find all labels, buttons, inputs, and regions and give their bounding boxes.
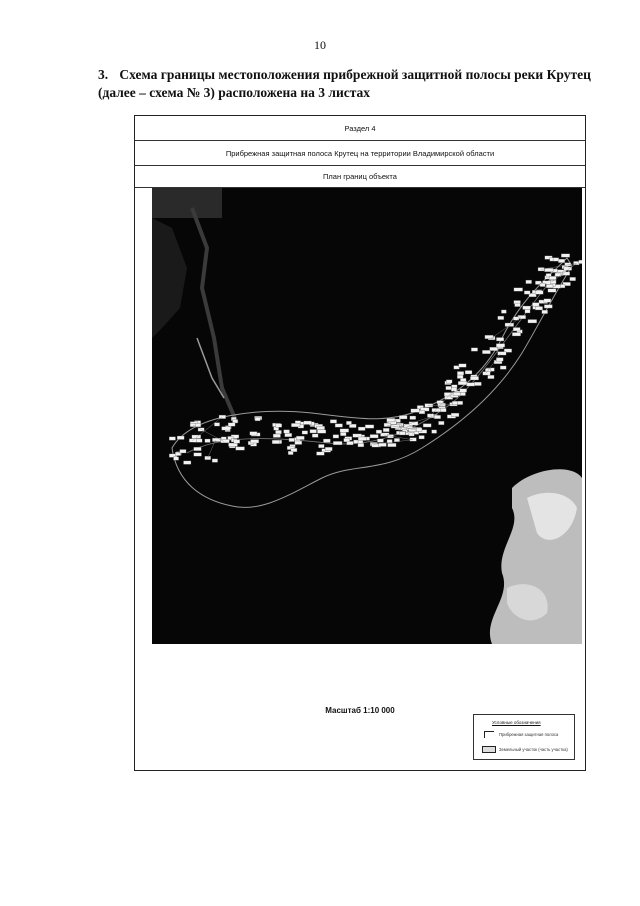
point-label bbox=[411, 409, 420, 413]
point-label bbox=[419, 436, 425, 440]
point-label bbox=[377, 439, 383, 443]
point-label bbox=[452, 401, 457, 405]
point-label bbox=[285, 433, 292, 437]
point-label bbox=[194, 447, 202, 451]
point-label bbox=[399, 432, 405, 436]
point-label bbox=[471, 348, 477, 352]
point-label bbox=[544, 305, 552, 309]
point-label bbox=[544, 299, 551, 303]
point-label bbox=[229, 443, 238, 447]
terrain-bottom-right bbox=[490, 469, 582, 644]
point-label bbox=[488, 375, 494, 379]
page-number: 10 bbox=[314, 38, 326, 52]
point-label bbox=[376, 430, 382, 434]
point-label bbox=[358, 437, 366, 441]
point-label bbox=[228, 423, 235, 427]
point-label bbox=[325, 447, 332, 451]
point-label bbox=[501, 310, 506, 314]
point-label bbox=[344, 438, 350, 442]
point-label bbox=[459, 364, 467, 368]
point-label bbox=[399, 416, 407, 420]
boundary-point-labels bbox=[169, 254, 582, 465]
point-label bbox=[458, 381, 467, 385]
point-label bbox=[194, 453, 202, 457]
point-label bbox=[295, 441, 302, 445]
intro-text: Схема границы местоположения прибрежной защитной полосы реки Крутец (далее – схема № 3) расположена на 3 листах bbox=[98, 67, 591, 100]
point-label bbox=[284, 430, 290, 434]
point-label bbox=[561, 254, 569, 257]
point-label bbox=[177, 436, 184, 440]
protective-strip bbox=[172, 258, 572, 507]
legend-item bbox=[482, 729, 558, 739]
point-label bbox=[276, 424, 282, 428]
point-label bbox=[174, 457, 179, 461]
point-label bbox=[388, 443, 397, 447]
point-label bbox=[500, 366, 506, 370]
point-label bbox=[250, 432, 257, 436]
point-label bbox=[498, 352, 507, 356]
point-label bbox=[276, 430, 282, 434]
point-label bbox=[346, 421, 351, 425]
point-label bbox=[317, 430, 326, 434]
point-label bbox=[317, 426, 325, 430]
point-label bbox=[221, 439, 230, 443]
point-label bbox=[553, 258, 559, 262]
point-label bbox=[387, 418, 395, 422]
point-label bbox=[296, 436, 304, 440]
point-label bbox=[180, 450, 186, 454]
point-label bbox=[291, 448, 297, 452]
point-label bbox=[330, 420, 336, 424]
point-label bbox=[365, 425, 374, 429]
point-label bbox=[169, 437, 175, 441]
point-label bbox=[460, 392, 465, 396]
satellite-map bbox=[152, 188, 582, 644]
point-label bbox=[540, 283, 545, 287]
point-label bbox=[451, 388, 457, 392]
point-label bbox=[555, 273, 561, 277]
section-header: Раздел 4 bbox=[135, 116, 585, 141]
point-label bbox=[358, 427, 365, 431]
parcel-box-icon bbox=[482, 746, 496, 753]
point-label bbox=[532, 303, 539, 307]
point-label bbox=[340, 432, 346, 436]
point-label bbox=[310, 430, 317, 434]
point-label bbox=[496, 338, 504, 342]
point-label bbox=[319, 444, 325, 448]
point-label bbox=[184, 461, 192, 465]
point-label bbox=[312, 434, 318, 438]
point-label bbox=[291, 423, 300, 427]
point-label bbox=[251, 440, 259, 444]
point-label bbox=[302, 431, 308, 435]
point-label bbox=[458, 401, 463, 405]
point-label bbox=[514, 288, 523, 292]
point-label bbox=[423, 424, 431, 428]
point-label bbox=[439, 421, 445, 425]
leader-line bbox=[208, 440, 216, 458]
point-label bbox=[434, 415, 440, 419]
point-label bbox=[453, 392, 461, 396]
point-label bbox=[212, 459, 218, 463]
point-label bbox=[542, 310, 548, 314]
point-label bbox=[222, 427, 231, 431]
point-label bbox=[524, 291, 530, 295]
point-label bbox=[212, 438, 221, 442]
point-label bbox=[333, 435, 339, 439]
point-label bbox=[255, 417, 260, 421]
point-label bbox=[535, 291, 543, 295]
point-label bbox=[335, 424, 342, 428]
point-label bbox=[304, 421, 312, 425]
point-label bbox=[515, 303, 521, 307]
point-label bbox=[465, 371, 472, 375]
point-label bbox=[370, 435, 378, 439]
point-label bbox=[490, 347, 498, 351]
point-label bbox=[474, 382, 482, 386]
map-sheet bbox=[134, 115, 586, 771]
point-label bbox=[454, 366, 460, 370]
point-label bbox=[419, 410, 425, 414]
point-label bbox=[272, 440, 280, 444]
point-label bbox=[446, 386, 451, 390]
point-label bbox=[333, 441, 342, 445]
point-label bbox=[546, 284, 553, 288]
point-label bbox=[579, 260, 582, 264]
point-label bbox=[574, 261, 580, 265]
point-label bbox=[236, 447, 245, 451]
point-label bbox=[457, 375, 463, 379]
scale-label: Масштаб 1:10 000 bbox=[325, 706, 395, 715]
point-label bbox=[512, 333, 520, 337]
map-canvas bbox=[152, 188, 582, 644]
plan-title: План границ объекта bbox=[135, 166, 585, 188]
item-number: 3. bbox=[98, 67, 109, 82]
point-label bbox=[384, 423, 391, 427]
point-label bbox=[570, 277, 576, 281]
legend-box bbox=[473, 714, 575, 760]
point-label bbox=[432, 408, 441, 412]
point-label bbox=[548, 289, 556, 293]
point-label bbox=[192, 435, 201, 439]
point-label bbox=[457, 372, 464, 376]
terrain-top-left bbox=[152, 188, 237, 423]
legend-item-label: Земельный участок (часть участка) bbox=[499, 747, 568, 752]
point-label bbox=[190, 423, 195, 427]
point-label bbox=[340, 429, 349, 433]
point-label bbox=[526, 280, 532, 284]
point-label bbox=[219, 415, 226, 419]
point-label bbox=[528, 320, 537, 324]
point-label bbox=[410, 416, 416, 420]
point-label bbox=[523, 306, 531, 310]
point-label bbox=[482, 350, 490, 354]
point-label bbox=[233, 420, 238, 424]
boundary-line-icon bbox=[482, 729, 496, 739]
point-label bbox=[323, 439, 330, 443]
point-label bbox=[498, 316, 504, 320]
point-label bbox=[205, 439, 211, 443]
legend-item bbox=[482, 746, 568, 753]
point-label bbox=[358, 443, 364, 447]
point-label bbox=[273, 434, 280, 438]
point-label bbox=[513, 317, 519, 321]
point-label bbox=[446, 380, 452, 384]
sheet-subtitle: Прибрежная защитная полоса Крутец на территории Владимирской области bbox=[135, 141, 585, 166]
point-label bbox=[383, 428, 389, 432]
point-label bbox=[317, 452, 325, 456]
point-label bbox=[525, 310, 530, 314]
point-label bbox=[289, 438, 295, 442]
point-label bbox=[234, 440, 240, 444]
point-label bbox=[563, 272, 570, 276]
point-label bbox=[496, 344, 505, 348]
point-label bbox=[214, 423, 219, 427]
point-label bbox=[485, 335, 493, 339]
point-label bbox=[483, 372, 491, 376]
point-label bbox=[513, 328, 520, 332]
legend-item-label: Прибрежная защитная полоса bbox=[499, 731, 559, 737]
point-label bbox=[470, 377, 478, 381]
point-label bbox=[467, 383, 475, 387]
point-label bbox=[558, 259, 565, 263]
point-label bbox=[460, 389, 467, 393]
point-label bbox=[535, 307, 542, 311]
point-label bbox=[432, 430, 437, 434]
intro-paragraph bbox=[98, 66, 598, 102]
legend-title: Условные обозначения bbox=[492, 720, 541, 725]
point-label bbox=[451, 413, 459, 417]
